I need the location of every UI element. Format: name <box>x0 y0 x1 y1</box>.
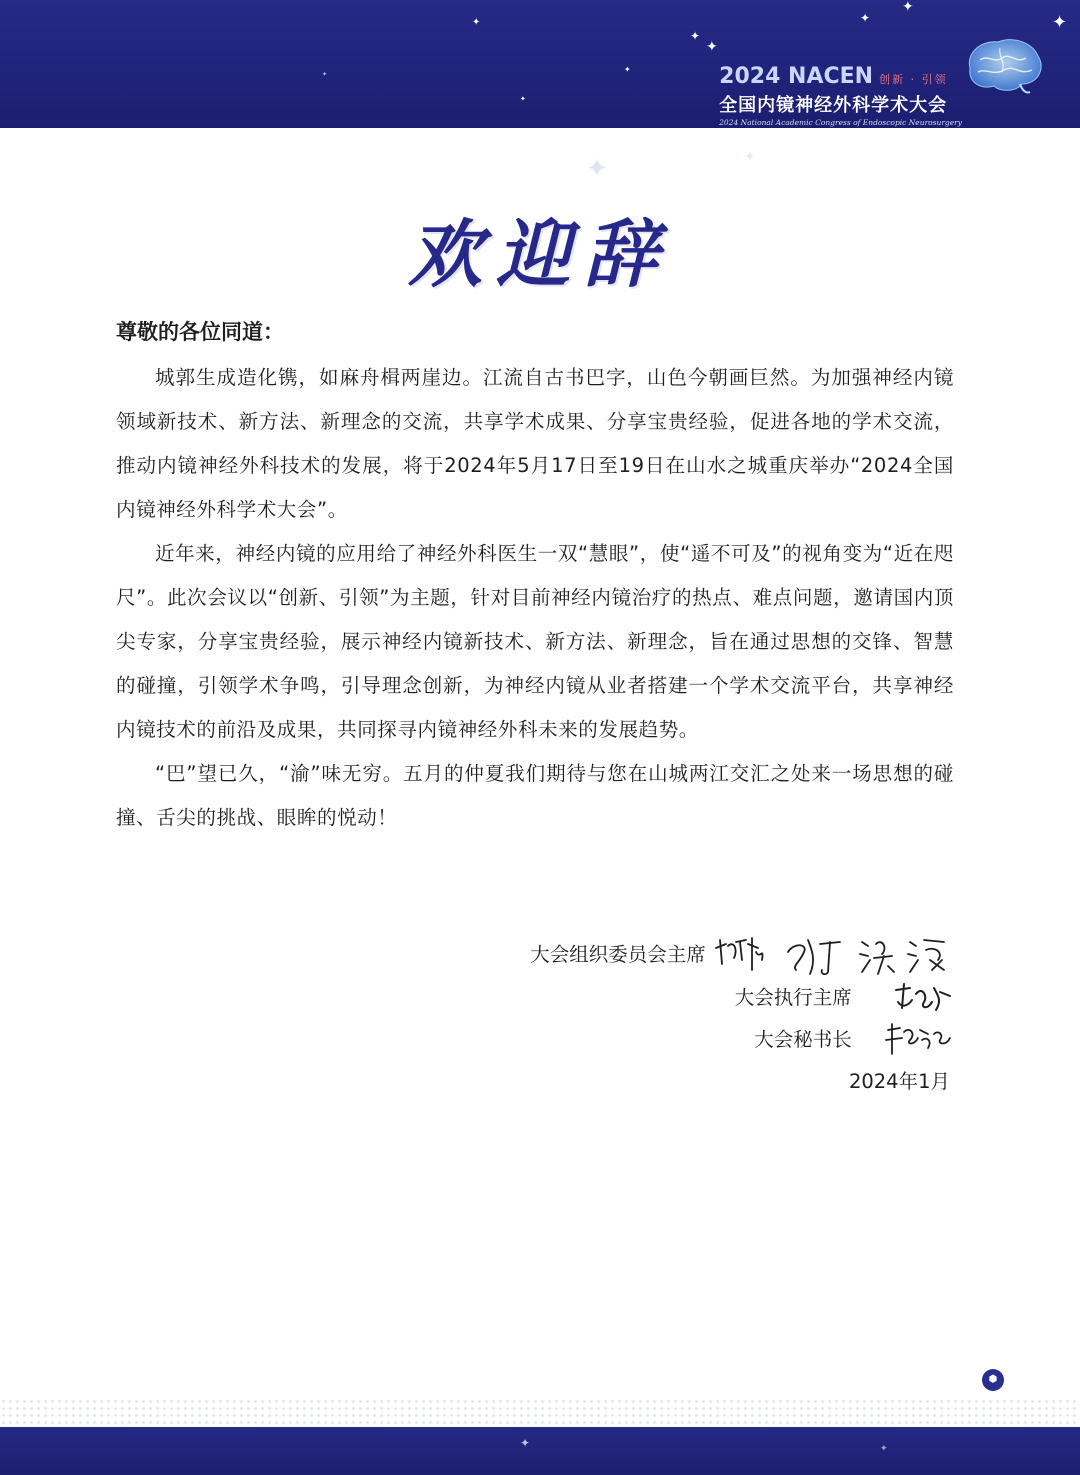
star-decoration: ✦ <box>902 0 914 15</box>
paragraph: 城郭生成造化镌，如麻舟楫两崖边。江流自古书巴字，山色今朝画巨然。为加强神经内镜领域新技术、新方法、新理念的交流，共享学术成果、分享宝贵经验，促进各地的学术交流，推动内镜神经外科技术的发展，将于2024年5月17日至19日在山水之城重庆举办“2024全国内镜神经外科学术大会”。 <box>116 366 954 521</box>
signature-line-chair <box>530 930 954 966</box>
salutation: 尊敬的各位同道： <box>116 320 284 344</box>
paragraph: 近年来，神经内镜的应用给了神经外科医生一双“慧眼”，使“遥不可及”的视角变为“近在咫尺”。此次会议以“创新、引领”为主题，针对目前神经内镜治疗的热点、难点问题，邀请国内顶尖专家，分享宝贵经验，展示神经内镜新技术、新方法、新理念，旨在通过思想的交锋、智慧的碰撞，引领学术争鸣，引导理念创新，为神经内镜从业者搭建一个学术交流平台，共享神经内镜技术的前沿及成果，共同探寻内镜神经外科未来的发展趋势。 <box>116 542 954 741</box>
logo-slogan: 创新 · 引领 <box>879 73 948 86</box>
logo-subtitle: 2024 National Academic Congress of Endoscopic Neurosurgery <box>719 118 962 127</box>
signature-line-executive <box>735 978 954 1008</box>
handwritten-signature <box>858 1020 954 1060</box>
signature-label: 大会执行主席 <box>734 986 852 1009</box>
star-decoration: ✦ <box>880 1444 888 1454</box>
paragraph: “巴”望已久，“渝”味无穷。五月的仲夏我们期待与您在山城两江交汇之处来一场思想的碰撞、舌尖的挑战、眼眸的悦动！ <box>116 762 954 829</box>
star-decoration: ✦ <box>586 154 608 184</box>
star-decoration: ✦ <box>624 65 631 74</box>
conference-logo <box>719 64 962 127</box>
signature-label: 大会组织委员会主席 <box>530 943 706 966</box>
star-decoration: ✦ <box>706 39 718 55</box>
dotted-decoration <box>0 1398 1080 1428</box>
logo-year: 2024 NACEN <box>719 64 874 89</box>
brain-icon <box>960 34 1046 96</box>
star-decoration: ✦ <box>520 1436 531 1450</box>
star-decoration: ✦ <box>520 95 526 103</box>
handwritten-signature <box>712 930 954 980</box>
star-decoration: ✦ <box>744 149 756 165</box>
header-banner <box>0 0 1080 128</box>
star-decoration: ✦ <box>1052 12 1068 33</box>
page-mark-icon: ⬢ <box>982 1369 1004 1391</box>
star-decoration: ✦ <box>322 71 328 78</box>
letter-body <box>116 356 954 840</box>
signature-line-secretary <box>754 1020 954 1050</box>
handwritten-signature <box>858 978 954 1018</box>
signature-label: 大会秘书长 <box>754 1028 852 1051</box>
logo-title: 全国内镜神经外科学术大会 <box>719 95 948 116</box>
star-decoration: ✦ <box>690 29 701 43</box>
footer-banner <box>0 1427 1080 1475</box>
letter-date: 2024年1月 <box>848 1070 950 1093</box>
star-decoration: ✦ <box>472 17 481 28</box>
star-decoration: ✦ <box>860 11 871 25</box>
page-title: 欢迎辞 <box>408 212 672 298</box>
